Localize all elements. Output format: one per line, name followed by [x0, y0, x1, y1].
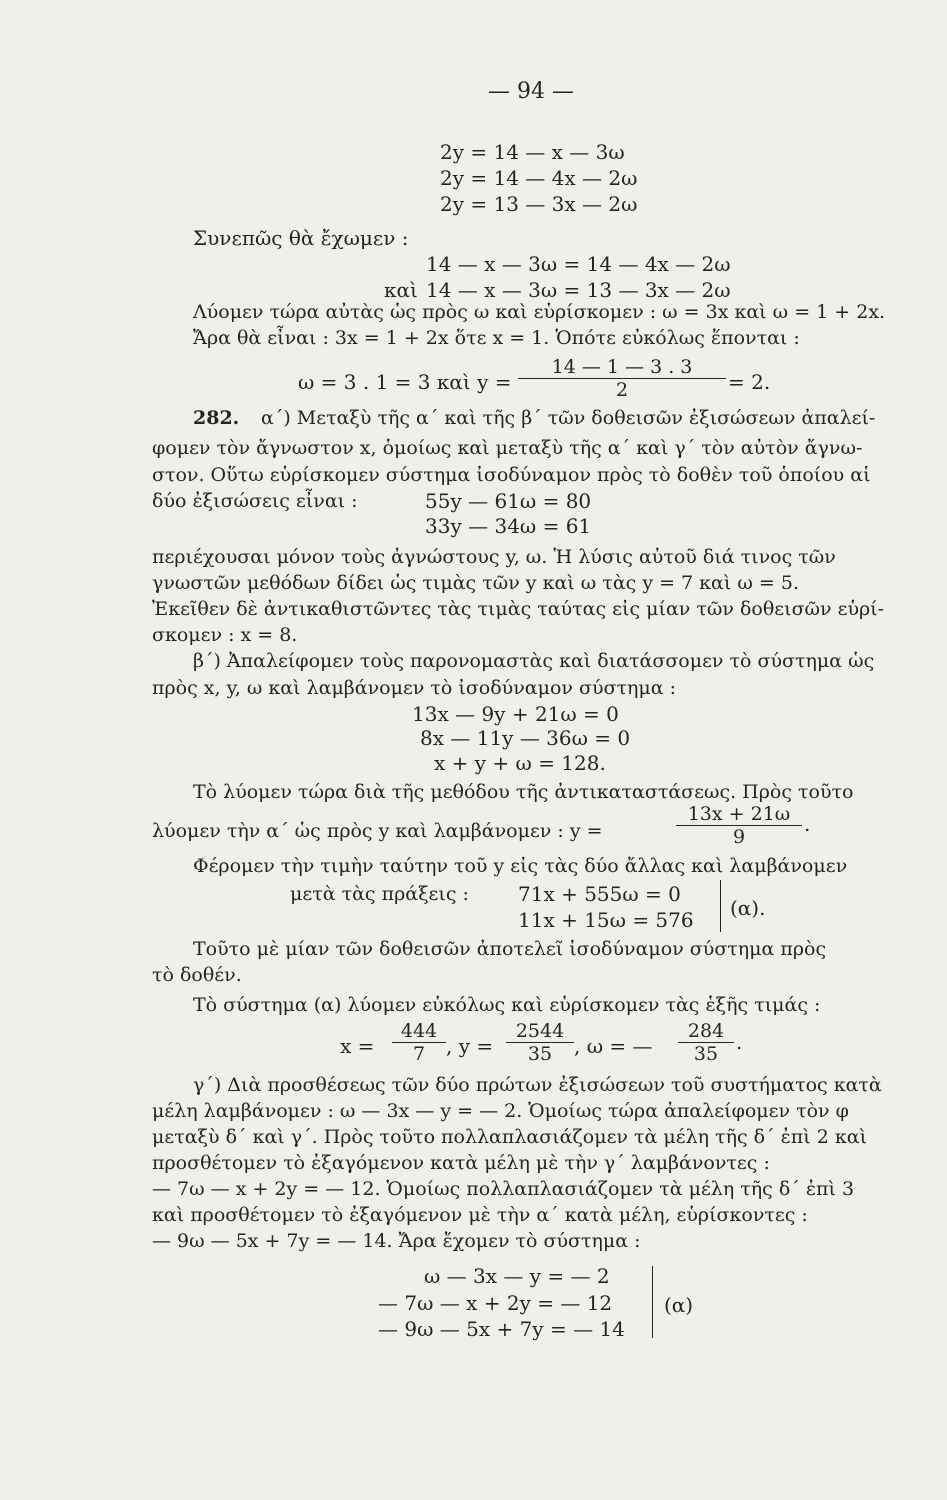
solution-label: , y = — [446, 1034, 494, 1058]
equation-line: — 9ω — 5x + 7y = — 14 — [378, 1317, 625, 1341]
fraction-tail: = 2. — [728, 370, 771, 394]
fraction-denominator: 35 — [693, 1043, 719, 1065]
system-label: (α). — [730, 896, 766, 920]
text-line: τὸ δοθέν. — [152, 964, 242, 986]
text-line: δύο ἐξισώσεις εἶναι : — [152, 490, 358, 512]
text-line: μετὰ τὰς πράξεις : — [290, 883, 469, 905]
equation-line: 55y — 61ω = 80 — [425, 489, 592, 513]
fraction-denominator: 7 — [412, 1043, 426, 1065]
fraction-denominator: 2 — [615, 379, 629, 401]
solution-label: , ω = — — [574, 1034, 653, 1058]
text-line: Συνεπῶς θὰ ἔχωμεν : — [193, 226, 409, 250]
text-line: μέλη λαμβάνομεν : ω — 3x — y = — 2. Ὁμοίως τώρα ἀπαλείφομεν τὸν φ — [152, 1100, 849, 1122]
system-brace — [720, 880, 721, 932]
equation-line: — 7ω — x + 2y = — 12 — [378, 1291, 613, 1315]
fraction-tail: . — [804, 812, 811, 836]
equation-line: 33y — 34ω = 61 — [425, 514, 592, 538]
text-line: γνωστῶν μεθόδων δίδει ὡς τιμὰς τῶν y καὶ ω τὰς y = 7 καὶ ω = 5. — [152, 572, 800, 594]
equation-line: 71x + 555ω = 0 — [518, 882, 681, 906]
text-line: Ἐκεῖθεν δὲ ἀντικαθιστῶντες τὰς τιμὰς ταύτας εἰς μίαν τῶν δοθεισῶν εὑρί- — [152, 598, 885, 620]
solution-label: . — [736, 1030, 743, 1054]
system-brace — [652, 1266, 653, 1338]
fraction — [678, 1020, 734, 1065]
text-line: λύομεν τὴν α΄ ὡς πρὸς y καὶ λαμβάνομεν : y = — [152, 820, 603, 842]
text-line: πρὸς x, y, ω καὶ λαμβάνομεν τὸ ἰσοδύναμον σύστημα : — [152, 677, 676, 699]
equation-line: 2y = 14 — x — 3ω — [440, 140, 625, 164]
fraction-numerator: 13x + 21ω — [676, 803, 802, 826]
fraction-denominator: 35 — [527, 1043, 553, 1065]
text-line: Τοῦτο μὲ μίαν τῶν δοθεισῶν ἀποτελεῖ ἰσοδύναμον σύστημα πρὸς — [193, 938, 827, 960]
equation-line: ω — 3x — y = — 2 — [424, 1264, 610, 1288]
equation-label: καὶ — [384, 278, 418, 302]
text-line: Τὸ λύομεν τώρα διὰ τῆς μεθόδου τῆς ἀντικαταστάσεως. Πρὸς τοῦτο — [193, 781, 854, 803]
fraction-numerator: 284 — [678, 1020, 734, 1043]
text-line: καὶ προσθέτομεν τὸ ἐξαγόμενον μὲ τὴν α΄ κατὰ μέλη, εὑρίσκοντες : — [152, 1204, 808, 1226]
fraction-numerator: 14 — 1 — 3 . 3 — [518, 356, 726, 379]
solution-label: x = — [340, 1034, 375, 1058]
problem-number: 282. — [193, 407, 240, 429]
text-line: μεταξὺ δ΄ καὶ γ΄. Πρὸς τοῦτο πολλαπλασιάζομεν τὰ μέλη τῆς δ΄ ἐπὶ 2 καὶ — [152, 1126, 868, 1148]
equation-line: 14 — x — 3ω = 13 — 3x — 2ω — [426, 278, 731, 302]
equation-line: 2y = 13 — 3x — 2ω — [440, 192, 638, 216]
text-line: στον. Οὕτω εὑρίσκομεν σύστημα ἰσοδύναμον πρὸς τὸ δοθὲν τοῦ ὁποίου αἱ — [152, 464, 871, 486]
text-line: σκομεν : x = 8. — [152, 624, 298, 646]
text-line: Τὸ σύστημα (α) λύομεν εὐκόλως καὶ εὑρίσκομεν τὰς ἑξῆς τιμάς : — [193, 994, 821, 1016]
page-number: — 94 — — [488, 79, 574, 104]
text-line: — 9ω — 5x + 7y = — 14. Ἄρα ἔχομεν τὸ σύστημα : — [152, 1230, 641, 1252]
fraction — [506, 1020, 574, 1065]
equation-line: 11x + 15ω = 576 — [518, 908, 694, 932]
fraction — [392, 1020, 446, 1065]
fraction-denominator: 9 — [732, 826, 746, 848]
fraction — [676, 803, 802, 848]
equation-line: 2y = 14 — 4x — 2ω — [440, 166, 638, 190]
system-label: (α) — [664, 1293, 694, 1317]
text-line: α΄) Μεταξὺ τῆς α΄ καὶ τῆς β΄ τῶν δοθεισῶν ἐξισώσεων ἀπαλεί- — [261, 407, 876, 429]
equation-line: 13x — 9y + 21ω = 0 — [412, 702, 619, 726]
text-line: Λύομεν τώρα αὐτὰς ὡς πρὸς ω καὶ εὑρίσκομεν : ω = 3x καὶ ω = 1 + 2x. — [193, 301, 886, 323]
text-line: φομεν τὸν ἄγνωστον x, ὁμοίως καὶ μεταξὺ τῆς α΄ καὶ γ΄ τὸν αὐτὸν ἄγνω- — [152, 437, 863, 459]
fraction-numerator: 2544 — [506, 1020, 574, 1043]
text-line: περιέχουσαι μόνον τοὺς ἀγνώστους y, ω. Ἡ λύσις αὐτοῦ διά τινος τῶν — [152, 546, 836, 568]
text-line: γ΄) Διὰ προσθέσεως τῶν δύο πρώτων ἐξισώσεων τοῦ συστήματος κατὰ — [193, 1074, 882, 1096]
text-line: — 7ω — x + 2y = — 12. Ὁμοίως πολλαπλασιάζομεν τὰ μέλη τῆς δ΄ ἐπὶ 3 — [152, 1178, 855, 1200]
text-line: β΄) Ἀπαλείφομεν τοὺς παρονομαστὰς καὶ διατάσσομεν τὸ σύστημα ὡς — [193, 650, 875, 672]
equation-line: 14 — x — 3ω = 14 — 4x — 2ω — [426, 252, 731, 276]
text-line: ω = 3 . 1 = 3 καὶ y = — [298, 370, 512, 394]
equation-line: x + y + ω = 128. — [434, 751, 606, 775]
text-line: Ἄρα θὰ εἶναι : 3x = 1 + 2x ὅτε x = 1. Ὁπότε εὐκόλως ἕπονται : — [193, 327, 800, 349]
equation-line: 8x — 11y — 36ω = 0 — [420, 726, 631, 750]
fraction-numerator: 444 — [392, 1020, 446, 1043]
text-line: Φέρομεν τὴν τιμὴν ταύτην τοῦ y εἰς τὰς δύο ἄλλας καὶ λαμβάνομεν — [193, 855, 848, 877]
fraction — [518, 356, 726, 401]
text-line: προσθέτομεν τὸ ἐξαγόμενον κατὰ μέλη μὲ τὴν γ΄ λαμβάνοντες : — [152, 1152, 770, 1174]
